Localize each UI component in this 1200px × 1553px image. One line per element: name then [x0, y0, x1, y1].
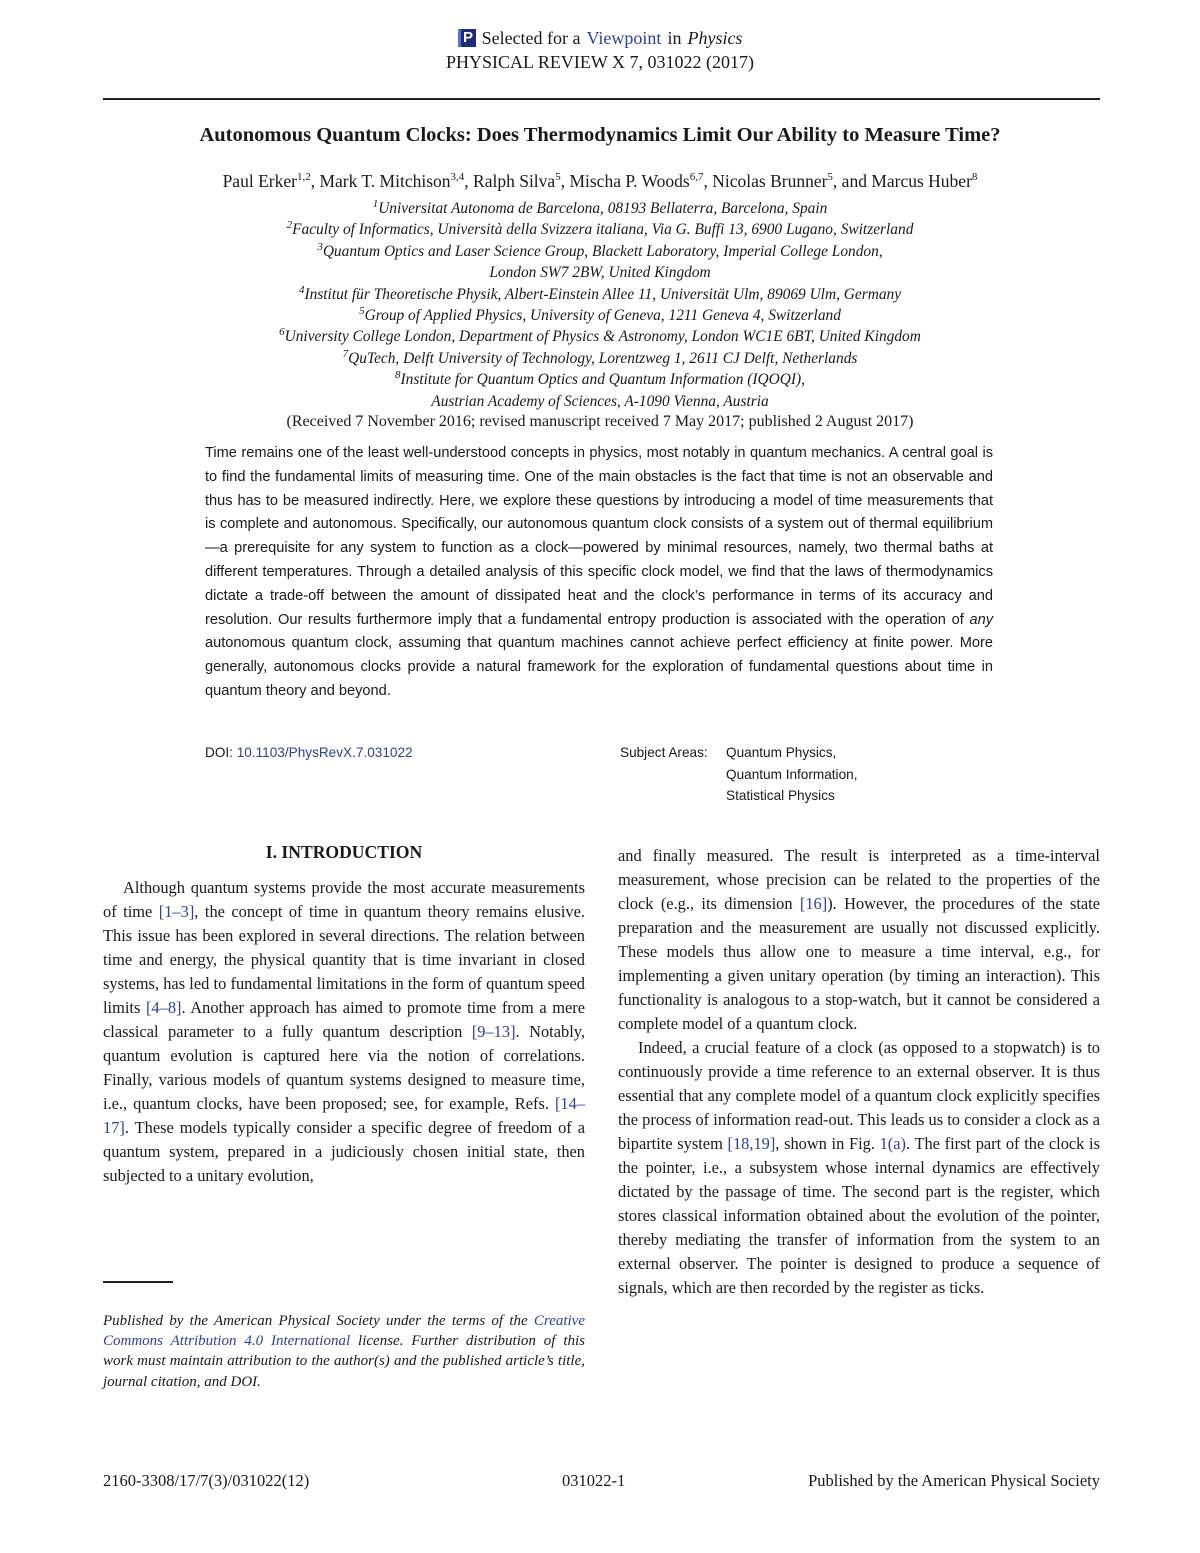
doi-label: DOI: — [205, 745, 233, 760]
header-rule — [103, 98, 1100, 100]
citation-link[interactable]: [14–17] — [103, 1094, 585, 1137]
affiliation-text: London SW7 2BW, United Kingdom — [489, 264, 711, 282]
author-affiliation-sup: 6,7 — [689, 171, 704, 184]
abstract-emphasis: any — [969, 611, 993, 628]
intro-paragraph-1 — [103, 876, 585, 1188]
affiliation-number: 8 — [395, 369, 401, 382]
affiliation-number: 2 — [286, 219, 293, 232]
body-text: . Another approach has aimed to promote time from a mere classical parameter to a fully quantum description — [103, 998, 585, 1041]
subject-area-item: Quantum Physics, — [726, 745, 837, 760]
affiliation-line — [0, 262, 1200, 283]
body-text: . These models typically consider a specific degree of freedom of a quantum system, prepared in a judiciously chosen initial state, then subjected to a unitary evolution, — [103, 1118, 585, 1185]
author-affiliation-sup: 5 — [555, 171, 561, 184]
affiliation-text: Universitat Autonoma de Barcelona, 08193 Bellaterra, Barcelona, Spain — [378, 200, 828, 217]
affiliation-text: Austrian Academy of Sciences, A-1090 Vienna, Austria — [431, 392, 769, 410]
author-name: Ralph Silva — [473, 171, 556, 191]
body-text: , the concept of time in quantum theory remains elusive. This issue has been explored in several directions. The relation between time and energy, the physical quantity that is time invariant in closed systems, has led to fundamental limitations in the form of quantum speed limits — [103, 902, 585, 1017]
footnote-text-2: license. Further distribution of this work must maintain attribution to the author(s) and the published article’s title, journal citation, and DOI. — [103, 1333, 585, 1390]
affiliation-number: 5 — [359, 304, 365, 317]
viewpoint-link[interactable]: Viewpoint — [586, 28, 662, 48]
affiliation-number: 1 — [372, 197, 379, 210]
author-name: Nicolas Brunner — [712, 171, 828, 191]
affiliation-text: Institute for Quantum Optics and Quantum Information (IQOQI), — [400, 371, 805, 389]
doi — [205, 742, 413, 764]
citation-link[interactable]: [16] — [799, 894, 828, 913]
affiliation-text: Faculty of Informatics, Università della Svizzera italiana, Via G. Buffi 13, 6900 Lugano, Switzerland — [292, 221, 914, 239]
journal-citation: PHYSICAL REVIEW X 7, 031022 (2017) — [446, 52, 754, 72]
license-footnote — [103, 1311, 585, 1392]
subject-area-item: Statistical Physics — [726, 788, 835, 804]
affiliation-line — [0, 326, 1200, 347]
footer-page-number: 031022-1 — [562, 1471, 626, 1490]
abstract-text-1: Time remains one of the least well-understood concepts in physics, most notably in quantum mechanics. A central goal is to find the fundamental limits of measuring time. One of the main obstacles is the fact that time is not an observable and thus has to be measured indirectly. Here, we explore these questions by introducing a model of time measurements that is complete and autonomous. Specifically, our autonomous quantum clock consists of a system out of thermal equilibrium—a prerequisite for any system to function as a clock—powered by minimal resources, namely, two thermal baths at different temperatures. Through a detailed analysis of this specific clock model, we find that the laws of thermodynamics dictate a trade-off between the amount of dissipated heat and the clock’s performance in terms of its accuracy and resolution. Our results furthermore imply that a fundamental entropy production is associated with the operation of — [205, 445, 993, 628]
intro-paragraph-1-continued — [618, 844, 1100, 1036]
viewpoint-journal: Physics — [687, 28, 743, 48]
affiliation-list — [0, 198, 1200, 412]
affiliation-text: Quantum Optics and Laser Science Group, Blackett Laboratory, Imperial College London, — [322, 242, 883, 260]
subject-areas-label: Subject Areas: — [620, 745, 708, 760]
footnote-rule — [103, 1281, 173, 1283]
doi-link[interactable]: 10.1103/PhysRevX.7.031022 — [236, 745, 413, 760]
paper-title: Autonomous Quantum Clocks: Does Thermodynamics Limit Our Ability to Measure Time? — [199, 124, 1001, 146]
affiliation-number: 3 — [317, 240, 323, 253]
body-text: Although quantum systems provide the most accurate measurements of time — [103, 878, 585, 921]
affiliation-text: Group of Applied Physics, University of Geneva, 1211 Geneva 4, Switzerland — [364, 307, 841, 325]
author-affiliation-sup: 1,2 — [296, 171, 311, 184]
affiliation-number: 7 — [342, 347, 349, 360]
received-dates: (Received 7 November 2016; revised manuscript received 7 May 2017; published 2 August 2017) — [286, 413, 914, 430]
affiliation-line — [0, 369, 1200, 390]
physics-logo-icon: P — [458, 29, 476, 47]
left-column — [103, 840, 585, 1188]
affiliation-line — [0, 198, 1200, 219]
affiliation-number: 4 — [298, 283, 305, 296]
viewpoint-line — [0, 26, 1200, 50]
viewpoint-prefix: Selected for a — [481, 28, 581, 48]
subject-area-item: Quantum Information, — [726, 766, 858, 782]
author-affiliation-sup: 8 — [971, 171, 978, 184]
subject-areas — [620, 742, 857, 807]
body-text: , shown in Fig. — [775, 1134, 880, 1153]
author-affiliation-sup: 3,4 — [450, 171, 465, 184]
section-heading-introduction: I. INTRODUCTION — [265, 842, 423, 862]
affiliation-number: 6 — [279, 326, 285, 339]
citation-link[interactable]: [18,19] — [727, 1134, 776, 1153]
author-list: Paul Erker$^{1,2}$, Mark T. Mitchison$^{3,4}$, Ralph Silva$^5$, Mischa P. Woods$^{6,7}$, Nicolas Brunner$^5$, and Marcus Huber$^8$ — [222, 171, 978, 191]
citation-link[interactable]: [1–3] — [158, 902, 195, 921]
affiliation-text: Institut für Theoretische Physik, Albert-Einstein Allee 11, Universität Ulm, 89069 Ulm, Germany — [304, 285, 902, 303]
affiliation-text: University College London, Department of Physics & Astronomy, London WC1E 6BT, United Kingdom — [284, 328, 921, 346]
body-text: ). However, the procedures of the state preparation and the measurement are usually not discussed explicitly. These models thus allow one to measure a time interval, e.g., for implementing a given unitary operation (by timing an interaction). This functionality is analogous to a stop-watch, but it cannot be considered a complete model of a quantum clock. — [618, 894, 1100, 1033]
cc-license-link[interactable]: Creative Commons Attribution 4.0 International — [103, 1313, 585, 1350]
affiliation-line — [0, 305, 1200, 326]
affiliation-text: QuTech, Delft University of Technology, Lorentzweg 1, 2611 CJ Delft, Netherlands — [348, 349, 858, 367]
affiliation-line — [0, 348, 1200, 369]
affiliation-line — [0, 241, 1200, 262]
body-text: Indeed, a crucial feature of a clock (as opposed to a stopwatch) is to continuously provide a time reference to an external observer. It is thus essential that any complete model of a quantum clock explicitly specifies the process of information read-out. This leads us to consider a clock as a bipartite system — [618, 1038, 1100, 1153]
footer-publisher: Published by the American Physical Society — [808, 1471, 1100, 1490]
body-text: . The first part of the clock is the pointer, i.e., a subsystem whose internal dynamics are effectively dictated by the passage of time. The second part is the register, which stores classical information obtained about the evolution of the pointer, thereby mediating the transfer of information from the system to an external observer. The pointer is designed to produce a sequence of signals, which are then recorded by the register as ticks. — [618, 1134, 1100, 1297]
journal-header — [0, 26, 1200, 74]
viewpoint-in: in — [667, 28, 682, 48]
citation-link[interactable]: [9–13] — [471, 1022, 516, 1041]
author-name: Mark T. Mitchison — [319, 171, 451, 191]
affiliation-line — [0, 284, 1200, 305]
affiliation-line — [0, 391, 1200, 412]
abstract — [205, 442, 993, 704]
author-name: and Marcus Huber — [841, 171, 972, 191]
right-column — [618, 844, 1100, 1300]
footer-issn: 2160-3308/17/7(3)/031022(12) — [103, 1471, 310, 1490]
body-text: . Notably, quantum evolution is captured here via the notion of correlations. Finally, various models of quantum systems designed to measure time, i.e., quantum clocks, have been proposed; see, for example, Refs. — [103, 1022, 585, 1113]
citation-link[interactable]: [4–8] — [145, 998, 182, 1017]
author-name: Mischa P. Woods — [569, 171, 690, 191]
abstract-text-2: autonomous quantum clock, assuming that quantum machines cannot achieve perfect efficiency at finite power. More generally, autonomous clocks provide a natural framework for the exploration of fundamental questions about time in quantum theory and beyond. — [205, 635, 993, 699]
author-name: Paul Erker — [222, 171, 297, 191]
author-affiliation-sup: 5 — [827, 171, 833, 184]
footnote-text-1: Published by the American Physical Society under the terms of the — [103, 1313, 534, 1329]
affiliation-line — [0, 219, 1200, 240]
body-text: and finally measured. The result is interpreted as a time-interval measurement, whose precision can be related to the properties of the clock (e.g., its dimension — [618, 846, 1100, 913]
intro-paragraph-2 — [618, 1036, 1100, 1300]
citation-link[interactable]: 1(a) — [879, 1134, 906, 1153]
subject-areas-list — [726, 742, 857, 807]
